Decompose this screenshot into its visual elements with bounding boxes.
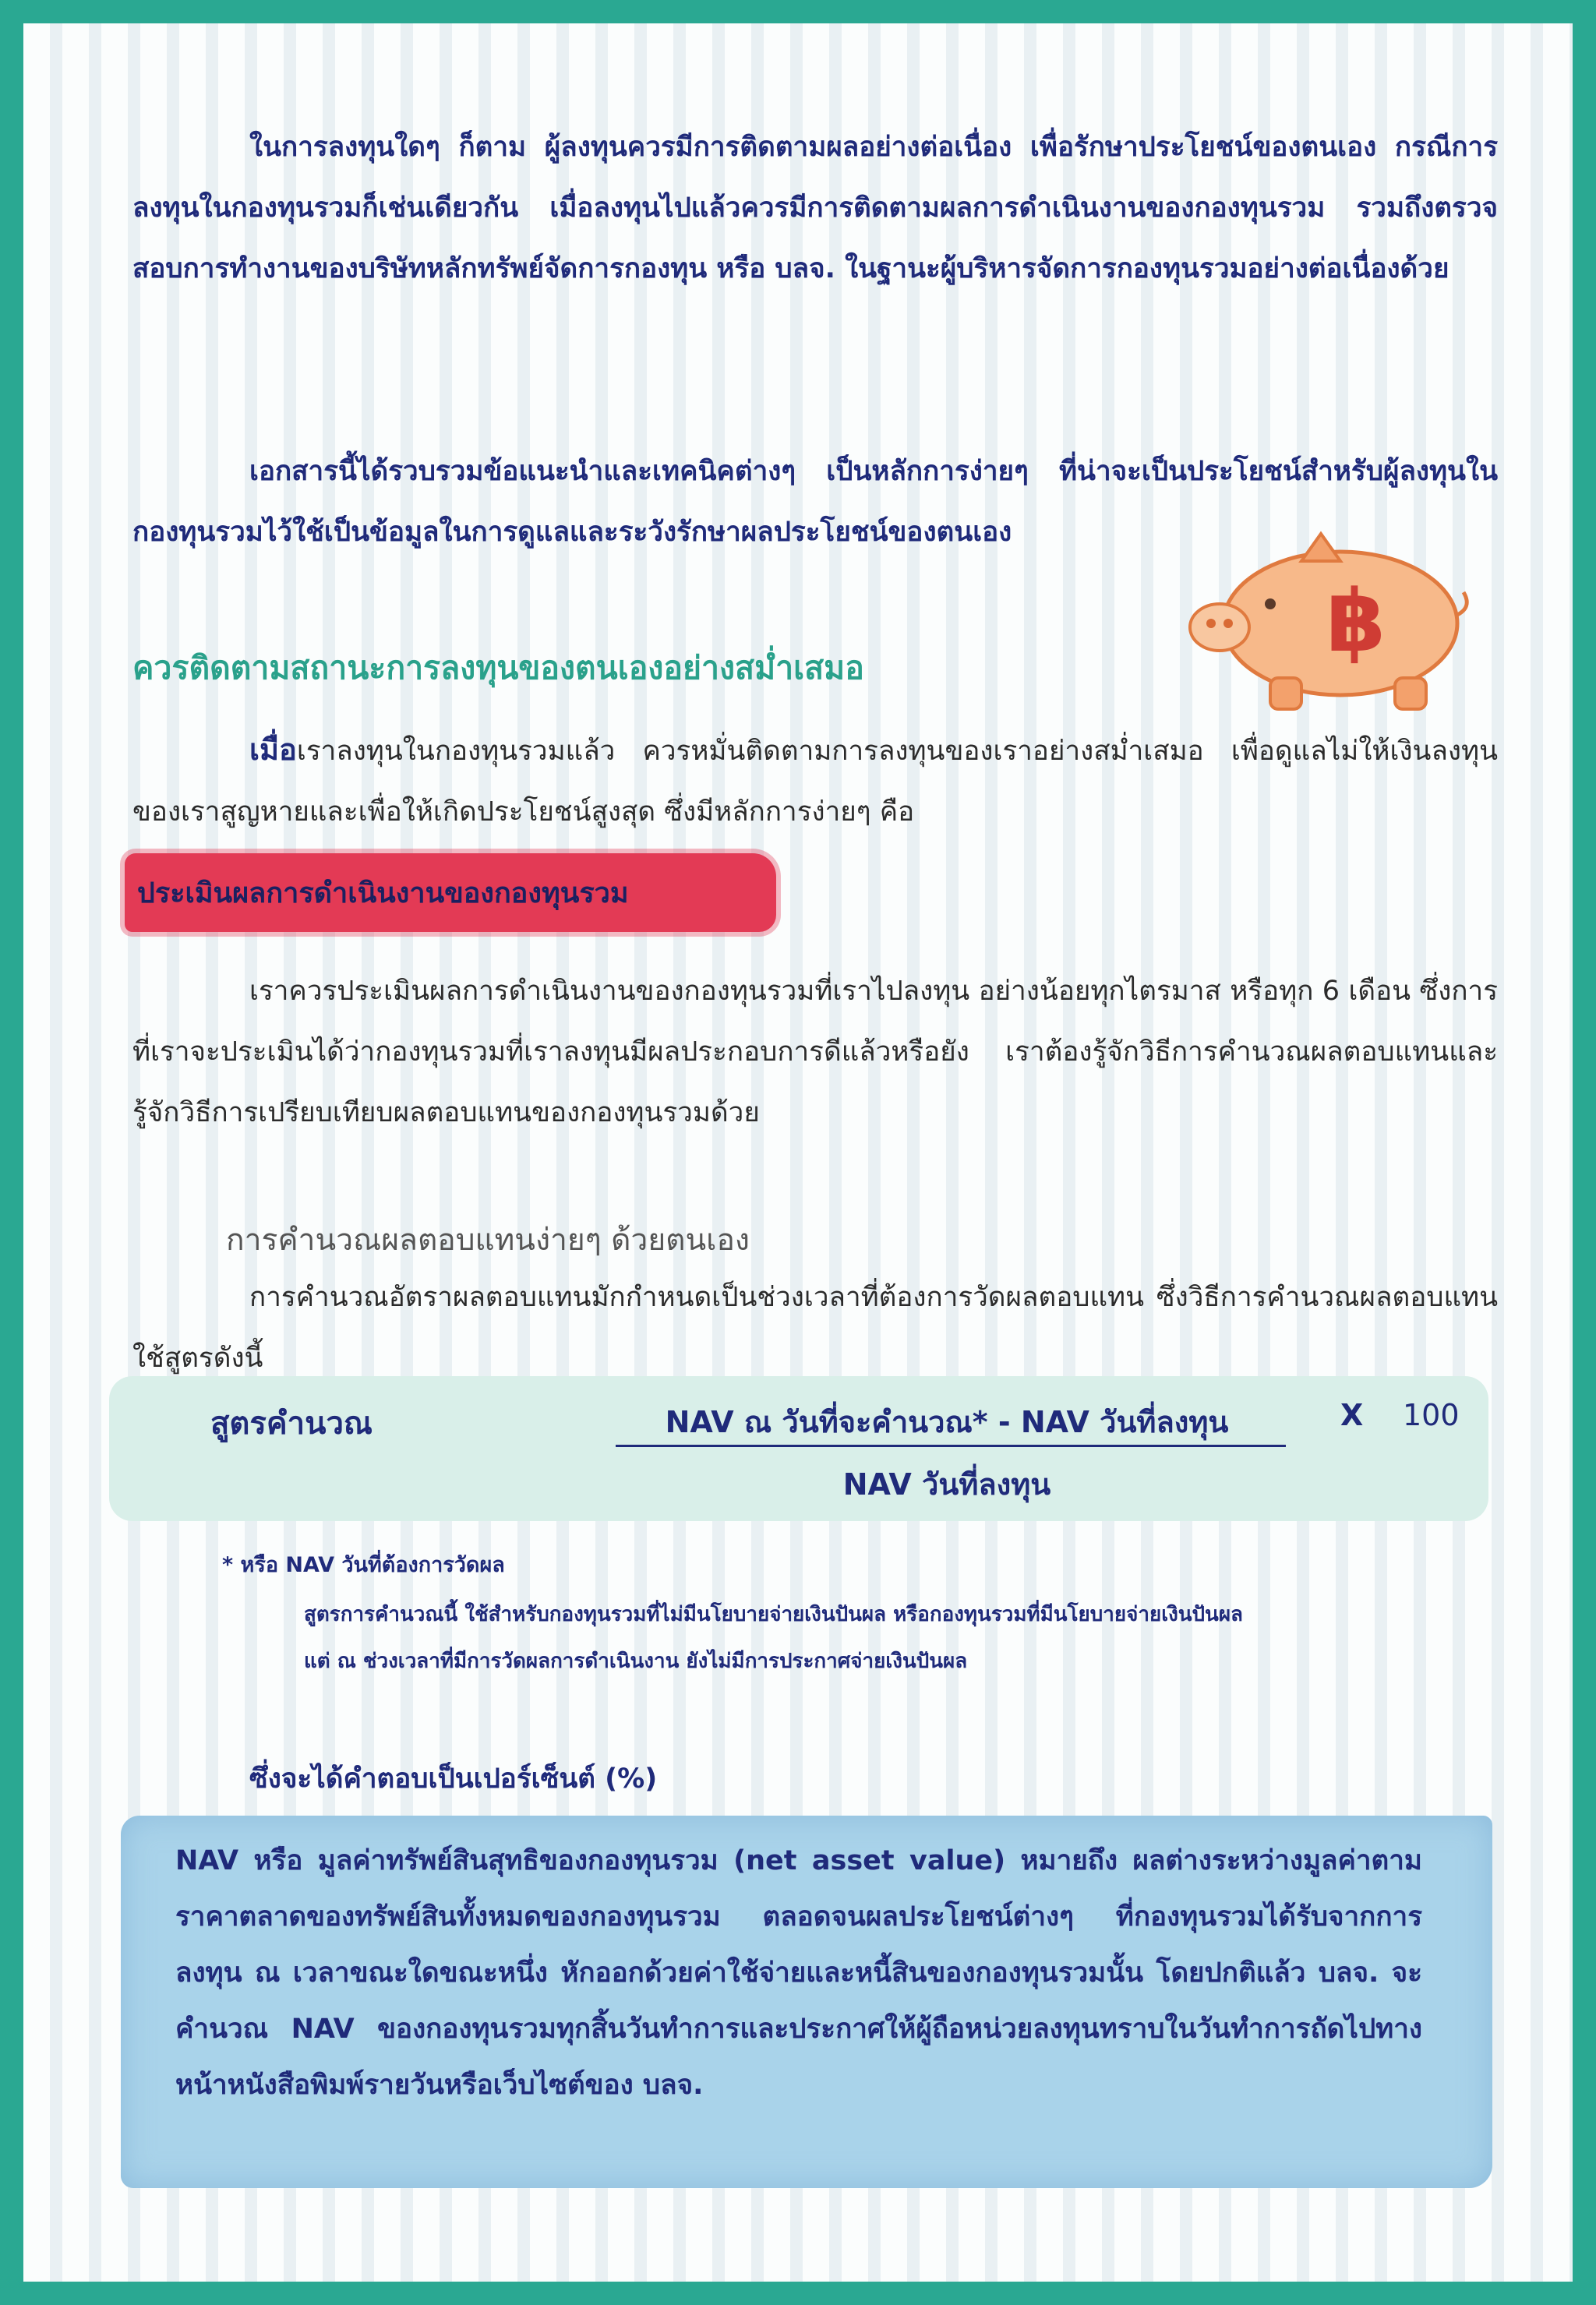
section-paragraph-2: เราควรประเมินผลการดำเนินงานของกองทุนรวมที่เราไปลงทุน อย่างน้อยทุกไตรมาส หรือทุก 6 เดือน ซึ่งการที่เราจะประเมินได้ว่ากองทุนรวมที่เราลงทุนมีผลประกอบการดีแล้วหรือยัง เราต้องรู้จักวิธีการคำนวณผลตอบแทนและรู้จักวิธีการเปรียบเทียบผลตอบแทนของกองทุนรวมด้วย xyxy=(132,976,1498,1128)
intro-paragraph-2: เอกสารนี้ได้รวบรวมข้อแนะนำและเทคนิคต่างๆ เป็นหลักการง่ายๆ ที่น่าจะเป็นประโยชน์สำหรับผู้ลงทุนในกองทุนรวมไว้ใช้เป็นข้อมูลในการดูแลและระวังรักษาผลประโยชน์ของตนเอง xyxy=(132,456,1498,548)
piggy-bank-baht-icon xyxy=(1185,530,1473,717)
page xyxy=(23,23,1573,2282)
nav-definition-box xyxy=(121,1816,1492,2188)
formula-denominator: NAV วันที่ลงทุน xyxy=(842,1467,1051,1502)
fraction-line xyxy=(616,1445,1286,1447)
section-paragraph-1-text: เราลงทุนในกองทุนรวมแล้ว ควรหมั่นติดตามการลงทุนของเราอย่างสม่ำเสมอ เพื่อดูแลไม่ให้เงินลงทุนของเราสูญหายและเพื่อให้เกิดประโยชน์สูงสุด ซึ่งมีหลักการง่ายๆ คือ xyxy=(132,736,1498,828)
intro-paragraph-1: ในการลงทุนใดๆ ก็ตาม ผู้ลงทุนควรมีการติดตามผลอย่างต่อเนื่อง เพื่อรักษาประโยชน์ของตนเอง กรณีการลงทุนในกองทุนรวมก็เช่นเดียวกัน เมื่อลงทุนไปแล้วควรมีการติดตามผลการดำเนินงานของกองทุนรวม รวมถึงตรวจสอบการทำงานของบริษัทหลักทรัพย์จัดการกองทุน หรือ บลจ. ในฐานะผู้บริหารจัดการกองทุนรวมอย่างต่อเนื่องด้วย xyxy=(132,132,1498,284)
section-paragraph-3: การคำนวณอัตราผลตอบแทนมักกำหนดเป็นช่วงเวลาที่ต้องการวัดผลตอบแทน ซึ่งวิธีการคำนวณผลตอบแทนใช้สูตรดังนี้ xyxy=(132,1282,1498,1374)
footnote-line-2: สูตรการคำนวณนี้ ใช้สำหรับกองทุนรวมที่ไม่มีนโยบายจ่ายเงินปันผล หรือกองทุนรวมที่มีนโยบายจ่ายเงินปันผล xyxy=(304,1603,1243,1626)
nav-definition-text: NAV หรือ มูลค่าทรัพย์สินสุทธิของกองทุนรวม (net asset value) หมายถึง ผลต่างระหว่างมูลค่าตามราคาตลาดของทรัพย์สินทั้งหมดของกองทุนรวม ตลอดจนผลประโยชน์ต่างๆ ที่กองทุนรวมได้รับจากการลงทุน ณ เวลาขณะใดขณะหนึ่ง หักออกด้วยค่าใช้จ่ายและหนี้สินของกองทุนรวมนั้น โดยปกติแล้ว บลจ. จะคำนวณ NAV ของกองทุนรวมทุกสิ้นวันทำการและประกาศให้ผู้ถือหน่วยลงทุนทราบในวันทำการถัดไปทางหน้าหนังสือพิมพ์รายวันหรือเว็บไซต์ของ บลจ. xyxy=(175,1845,1422,2101)
formula-times: X xyxy=(1340,1398,1364,1432)
result-note: ซึ่งจะได้คำตอบเป็นเปอร์เซ็นต์ (%) xyxy=(249,1763,658,1795)
footnote-line-3: แต่ ณ ช่วงเวลาที่มีการวัดผลการดำเนินงาน ยังไม่มีการประกาศจ่ายเงินปันผล xyxy=(304,1650,968,1673)
svg-text:฿: ฿ xyxy=(1326,571,1386,671)
footnote-line-1: * หรือ NAV วันที่ต้องการวัดผล xyxy=(222,1553,505,1577)
section-paragraph-1 xyxy=(132,719,1498,842)
formula-numerator: NAV ณ วันที่จะคำนวณ* - NAV วันที่ลงทุน xyxy=(665,1405,1229,1439)
formula-label: สูตรคำนวณ xyxy=(210,1406,373,1442)
formula-multiplier: 100 xyxy=(1403,1398,1460,1432)
section-heading: ควรติดตามสถานะการลงทุนของตนเองอย่างสม่ำเสมอ xyxy=(132,649,864,687)
formula-box xyxy=(109,1376,1488,1521)
subheading-calc: การคำนวณผลตอบแทนง่ายๆ ด้วยตนเอง xyxy=(226,1223,750,1258)
evaluate-performance-banner: ประเมินผลการดำเนินงานของกองทุนรวม xyxy=(125,853,776,932)
lead-word: เมื่อ xyxy=(249,732,297,767)
